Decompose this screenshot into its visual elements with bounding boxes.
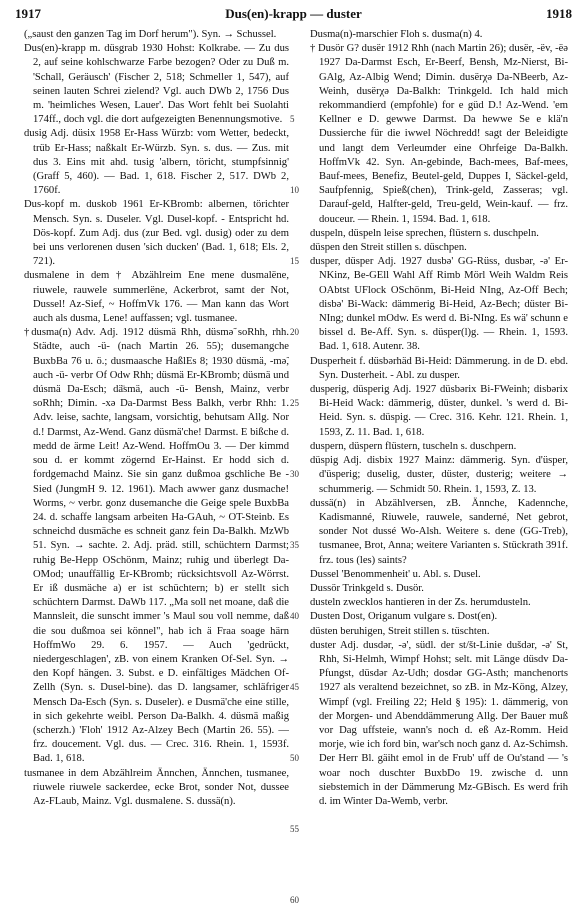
line-number: 25: [290, 398, 299, 408]
line-number: 45: [290, 682, 299, 692]
right-entry: dusperig, düsperig Adj. 1927 düsbərix Bi-FWeinh; disbərix Bi-Heid Wack: dämmerig, düster, dunkel. 's werd d. Bi-Heid. Syn. s. düspig. — Crec. 316. Kehr. 121. Rhein. 1, 1593, Z. 11. Bad. 1, 618.: [310, 384, 568, 438]
right-entry: duster Adj. dusdər, -ə', südl. der st/št-Linie dušdər, -ə' St, Rhh, Si-Helmh, Wimpf Hohst; selt. mit Länge düsdv Da-Pfungst, düsdər Az-Udh; dosdər GG-Asth; manchenorts 1927 als veraltend bezeichnet, so zB. in Mz-Köng, Alzey, Wimpf (vgl. Freiling 22; Held § 195): 1. dämmerig, von der Morgen- und Abenddämmerung Allg. Der Bauer muß vor Dag uffsteie, wann's noch d. eß Az-Romm. Heid morje, wie ich ford bin, war'sch noch ganz d. Az-Schimsh. Der Herr Bl. gäiht emol in de Frub' uff de Ou'stand — 's woar noch duschter BuxbDo 19. zwische d. unn siebstemich in der Dämmerung Mz-GBisch. Es werd frih d. im Winter Da-Wemb, verbr.: [310, 639, 568, 807]
line-number: 15: [290, 256, 299, 266]
line-number: 55: [290, 824, 299, 834]
right-entry: duspeln, düspeln leise sprechen, flüstern s. duschpeln.: [310, 227, 539, 239]
right-entry: düsten beruhigen, Streit stillen s. tüschten.: [310, 625, 490, 637]
line-number: 35: [290, 540, 299, 550]
left-entry: dusig Adj. düsix 1958 Er-Hass Würzb: vom Wetter, bedeckt, trüb Er-Hass; naßkalt Er-Würzb. Syn. s. dus. — Zus. mit dus 3. Eins mit ahd. tusig 'albern, töricht, stumpfsinnig' (Graff 5, 460). — Bad. 1, 618. Fischer 2, 517. DWb 2, 1760f.: [24, 128, 289, 197]
line-number: 50: [290, 753, 299, 763]
right-entry: düspen den Streit stillen s. düschpen.: [310, 242, 467, 254]
right-entry: duspern, düspern flüstern, tuscheln s. duschpern.: [310, 440, 517, 452]
left-entry: dusmalene in dem † Abzählreim Ene mene dusmalëne, riuwele, rauwele summerlëne, Ackerbrot, samt der Not, Dussel! Az-Sief, ~ HoffmVk 176. — Man kann das Wort auch als dusma, Lene! auffassen; vgl. tusmanee.: [24, 270, 289, 325]
right-column: [310, 28, 568, 890]
right-entry: Dusma(n)-marschier Floh s. dusma(n) 4.: [310, 29, 483, 40]
left-entry: Dus-kopf m. duskob 1961 Er-KBromb: albernen, törichter Mensch. Syn. s. Duseler. Vgl. Dusel-kopf. - Entspricht hd. Dös-kopf. Zum Adj. dus (zur Bed. vgl. dusig) oder zu dem bei uns verlorenen dusen 'sich ducken' (Bad. 1, 618; Els. 2, 721).: [24, 199, 289, 268]
left-entry: †dusma(n) Adv. Adj. 1912 düsmä Rhh, düsmə̃ soRhh, rhh. Städte, auch -ü- (nach Martin 26. 55); dusemangche BuxbBa 76 u. ö.; dusmaasche HaßlEs 8; 1930 düsmä, -mə̃, auch -ü- verbr Of Odw Rhh; düsmä Er-KBromb; düsmä und dúsmä Da-Esch; dä̈smä, auch -ü- Bensh, Mainz, verbr soRhh; Dimin. -xə Da-Darmst Bess Balkh, verbr Rhh: 1. Adv. leise, sachte, langsam, vorsichtig, behutsam Allg. Nor d.! Darmst, Az-Wend. Ganz düsmä'che! Darmst. E bißche d. medd de ärme Leit! Az-Wend. HoffmOu 3. — Der kimmd sou d. er kommt zögernd Er-Hainst. Er hodd sich d. fordgemachd Mainz. Sie sin ganz dußmoa gschliche Be - Sied (JungmH 9. 12. 1961). Mach awwer ganz dusmache! Worms, ~ verbr. gonz dusemanche die Geige spele BuxbBa 24. d. schaffe langsam arbeiten Ha-GAuh, ~ OT-Steinb. Es schneichd dusmäche es schneit ganz fein Da-Balkh. MzWb 51. Syn. → sachte. 2. Adj. präd. still, schüchtern Darmst; ruhig Be-Hepp OSchönm, Mainz; ruhig und überlegt Da-OMod; unauffällig Er-KBromb; rücksichtsvoll Az-Wörrst. Er iß dusmäche a) er ist schüchtern; b) er stellt sich schüchtern Darmst. DaWb 117. „Ma soll net moane, daß die Mannsleit, die sunscht immer 's Maul sou voll nemme, daß die sou dußmoa sei könnel", hab ich ä Fraa soage härn HoffmWo 29. 6. 1957. — Auch 'gedrückt, niedergeschlagen', zB. von einem Kranken Of-Sel. Syn. → den Kopf hängen. 3. Subst. e D. einfältiges Mädchen Of-Zellh (Syn. s. Dusel-bine). das D. langsamer, schläfriger Mensch Da-Esch (Syn. s. Duseler). e Dusmä'che eine stille, in sich gekehrte weibl. Person Da-Balkh. 4. düsmä maßig (scherzh.) 'Floh' 1912 Az-Alzey Bech (Martin 26. 55). — frz. doucement. Vgl. dus. — Crec. 316. Rhein. 1, 1593f. Bad. 1, 618.: [24, 327, 289, 765]
page-number-right: 1918: [545, 6, 572, 21]
page-number-left: 1917: [15, 6, 41, 21]
line-number: 40: [290, 611, 299, 621]
right-entry: dusteln zwecklos hantieren in der Zs. herumdusteln.: [310, 597, 531, 609]
line-number: 10: [290, 185, 299, 195]
right-entry: Dussör Trinkgeld s. Dusör.: [310, 582, 424, 594]
right-entry: Dusten Dost, Origanum vulgare s. Dost(en).: [310, 611, 498, 623]
right-entry: Dusperheit f. düsbərhäd Bi-Heid: Dämmerung. in de D. ebd. Syn. Dusterheit. - Abl. zu dusper.: [310, 355, 568, 381]
right-entry: † Dusör G? dusër 1912 Rhh (nach Martin 26); dusër, -ëv, -ëə 1927 Da-Darmst Esch, Er-Beerf, Bensh, Mz-Nierst, Bi-GAlg, Az-Albig Wend; Dimin. dusërχə Da-NBeerb, Az-Weinh, dusërχə Da-Balkh: Trinkgeld. Ich hald mich rekommandierd (empfohle) for e güd D.! Az-Wend. 'em Kellner e D. gewwe Darmst. Da hewwe Se e klä'n Dussierche für die iwwel Nöchredd! sagt der Beleidigte und langt dem Verleumder eine Ohrfeige Da-Balkh. HoffmVk 42. Syn. An-gebinde, Bach-mees, Baf-mees, Bauf-mees, Benefiz, Beutel-geld, Duppes I, Säckel-geld, Saufpfennig, Spieß(chen), Trink-geld, Zasseras; vgl. Darauf-geld, Halfter-geld, Treu-geld, Wein-kauf. — frz. douceur. — Rhein. 1, 1594. Bad. 1, 618.: [310, 43, 568, 225]
right-entry: dusper, düsper Adj. 1927 dusbə' GG-Rüss, dusbər, -ə' Er-NKinz, Be-GEll Wahl Aff Rimb Mörl Weih Waldm Reis OAbtst UFlock OSchönm, Bi-Heid NIng, Az-Off Bech; disbə' Bi-Wack: dämmerig Bi-Heid, Az-Bech; düster Bi-NIng; dunkel mOdw. Es werd d. Bi-NIng. Es wä' schunn e bissel d. Be-Aff. Syn. s. düsper(l)g. — Rhein. 1, 1593. Bad. 1, 618. Autenr. 38.: [310, 256, 568, 353]
right-entry: Dussel 'Benommenheit' u. Abl. s. Dusel.: [310, 568, 481, 580]
line-number: 30: [290, 469, 299, 479]
left-entry: („saust den ganzen Tag im Dorf herum"). Syn. → Schussel.: [24, 29, 277, 40]
left-column: [24, 28, 289, 890]
left-entry: Dus(en)-krapp m. düsgrab 1930 Hohst: Kolkrabe. — Zu dus 2, auf seine kohlschwarze Farbe bezogen? Oder zu Duß m. 'Schall, Geräusch' (Fischer 2, 518; Schmeller 1, 547), auf seinen lauten Schrei zielend? Vgl. auch DWb 2, 1756 Dus m. 'heimliches Wesen, Lauer'. Das Wort fehlt bei Suolahti 174ff., doch vgl. die dort aufgezeigten Benennungsmotive.: [24, 43, 289, 126]
line-number: 60: [290, 895, 299, 905]
line-number: 20: [290, 327, 299, 337]
right-entry: dussä(n) in Abzählversen, zB. Ännche, Kadennche, Kadismanné, Riuwele, rauwele, sanderné, Net gebrot, sonder Not dussé Wo-Alsh. Weitere s. dene (GG-Treb), tusmanee, Brot, Anna; weitere Varianten s. Stückrath 391f. frz. tous (les) saints?: [310, 497, 568, 566]
running-head: Dus(en)-krapp — duster: [225, 6, 362, 21]
right-entry: düspig Adj. disbix 1927 Mainz: dämmerig. Syn. d'üsper, d'üsperig; duselig, duster, düster, dusterig; weitere → schummerig. — Schmidt 50. Rhein. 1, 1593, Z. 13.: [310, 455, 568, 495]
page-header: [15, 5, 572, 23]
line-number: 5: [290, 114, 295, 124]
left-entry: tusmanee in dem Abzählreim Ännchen, Ännchen, tusmanee, riuwele riuwele sackerdee, ecke Brot, sonder Not, dussee Az-FLaub, Mainz. Vgl. dusmalene. S. dussä(n).: [24, 767, 289, 807]
